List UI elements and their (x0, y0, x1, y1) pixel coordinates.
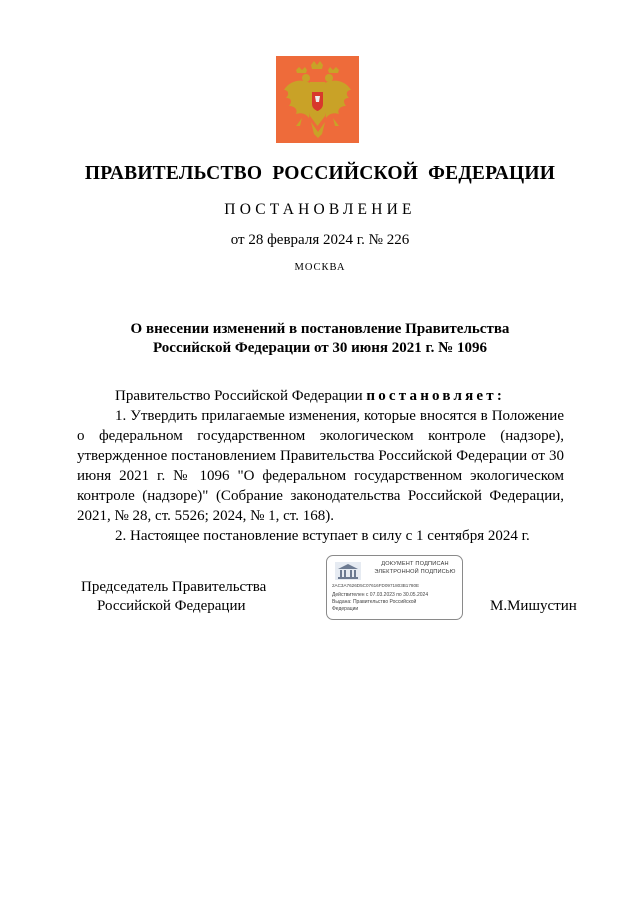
subject-line-2: Российской Федерации от 30 июня 2021 г. № 1096 (153, 340, 487, 356)
decree-line (115, 386, 505, 406)
paragraph-2: 2. Настоящее постановление вступает в силу с 1 сентября 2024 г. (115, 528, 530, 544)
stamp-title-line-1: ДОКУМЕНТ ПОДПИСАН (381, 561, 449, 567)
document-type: ПОСТАНОВЛЕНИЕ (224, 201, 416, 218)
document-city: МОСКВА (294, 262, 346, 273)
subject-line-1: О внесении изменений в постановление Правительства (130, 321, 510, 337)
decree-verb: постановляет: (366, 388, 506, 404)
russian-coat-of-arms-icon (276, 56, 359, 143)
electronic-signature-stamp (326, 555, 463, 620)
signer-name: М.Мишустин (490, 598, 577, 614)
government-title: ПРАВИТЕЛЬСТВО РОССИЙСКОЙ ФЕДЕРАЦИИ (84, 163, 556, 184)
stamp-title-line-2: ЭЛЕКТРОННОЙ ПОДПИСЬЮ (374, 569, 456, 575)
stamp-issuer-line-1: Выдана: Правительство Российской (332, 599, 417, 605)
signer-position-line-2: Российской Федерации (97, 598, 246, 614)
decree-intro: Правительство Российской Федерации (115, 388, 367, 404)
stamp-issuer-line-2: Федерации (332, 606, 359, 612)
stamp-validity: Действителен с 07.03.2023 по 30.05.2024 (332, 592, 429, 598)
government-building-icon (335, 562, 361, 580)
signer-position-line-1: Председатель Правительства (81, 579, 267, 595)
document-date-number: от 28 февраля 2024 г. № 226 (230, 232, 410, 248)
stamp-certificate: 2AC3A7626D5C07616FD0971803B1780E (332, 583, 420, 588)
paragraph-1: 1. Утвердить прилагаемые изменения, которые вносятся в Положение о федеральном государственном экологическом контроле (надзоре), утвержденное постановлением Правительства Российской Федерации от 30 июня 2021 г. № 1096 "О федеральном государственном экологическом контроле (надзоре)" (Собрание законодательства Российской Федерации, 2021, № 28, ст. 5526; 2024, № 1, ст. 168). (77, 408, 564, 524)
